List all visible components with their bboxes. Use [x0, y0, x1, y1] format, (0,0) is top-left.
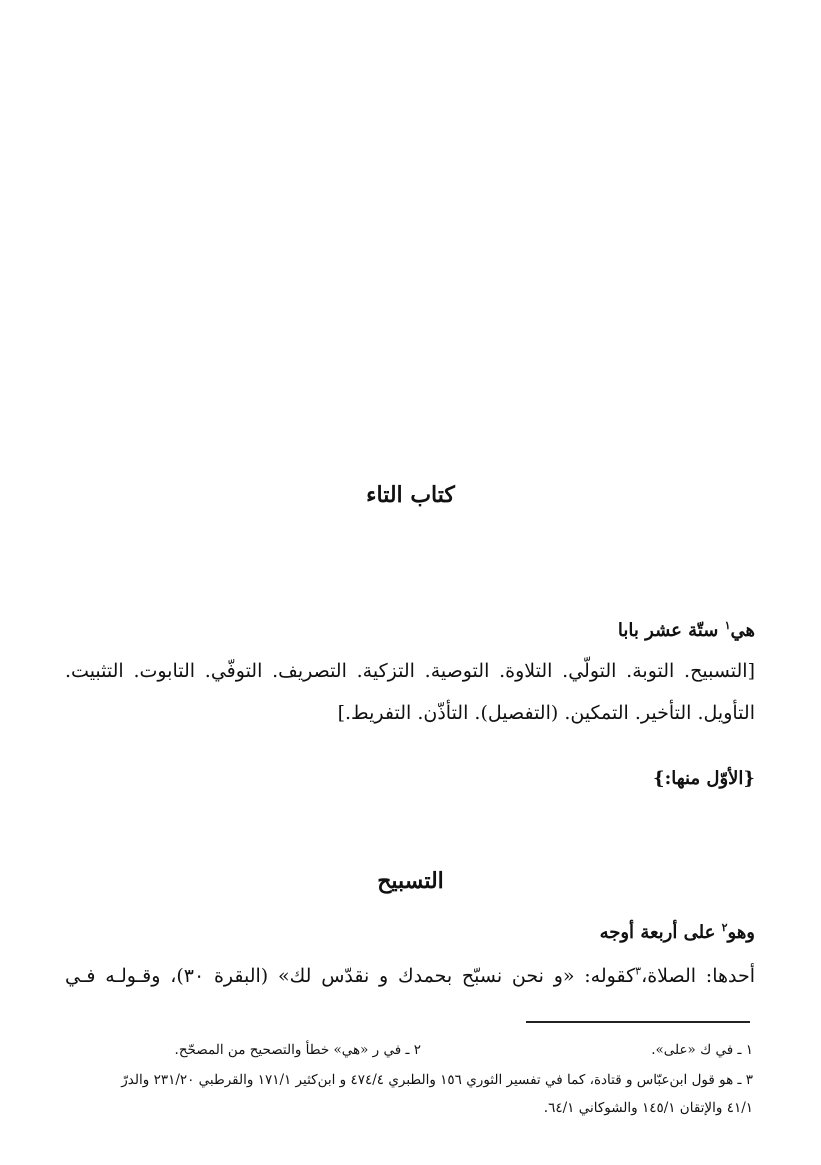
footnote-separator [526, 1021, 750, 1023]
footnote-marker-1: ١ [724, 619, 731, 632]
chapter-list-line-2: التأويل. التأخير. التمكين. (التفصيل). التأذّن. التفريط.] [337, 702, 755, 724]
intro-rest: ستّة عشر بابا [617, 620, 725, 641]
meanings-word: وهو [727, 922, 755, 943]
chapter-title: كتاب التاء [366, 482, 455, 508]
first-of-them-label: {الأوّل منها:} [653, 768, 755, 789]
footnote-3-line-2: ٤١/١ والإتقان ١٤٥/١ والشوكاني ٦٤/١. [543, 1100, 753, 1116]
footnote-2: ٢ ـ في ر «هي» خطأ والتصحيح من المصحّح. [174, 1042, 421, 1058]
intro-line [618, 620, 755, 641]
body-text-line [65, 965, 755, 987]
footnote-1: ١ ـ في ك «على». [651, 1042, 753, 1058]
section-title: التسبيح [377, 868, 444, 894]
meanings-rest: على أربعة أوجه [599, 922, 722, 943]
body-part-1: أحدها: الصلاة، [641, 965, 756, 987]
body-part-2: كقوله: «و نحن نسبّح بحمدك و نقدّس لك» (البقرة ٣٠)، وقـولـه فـي [65, 965, 636, 987]
intro-word: هي [730, 620, 755, 641]
footnote-marker-3: ٣ [635, 964, 642, 978]
chapter-list-line-1: [التسبيح. التوبة. التولّي. التلاوة. التوصية. التزكية. التصريف. التوفّي. التابوت. التثبيت. [65, 660, 755, 682]
meanings-line [600, 922, 755, 943]
footnote-3-line-1: ٣ ـ هو قول ابن‌عبّاس و قتادة، كما في تفسير الثوري ١٥٦ والطبري ٤٧٤/٤ و ابن‌كثير ١٧١/١ والقرطبي ٢٣١/٢٠ والدرّ [121, 1072, 753, 1088]
footnote-marker-2: ٢ [721, 921, 728, 934]
